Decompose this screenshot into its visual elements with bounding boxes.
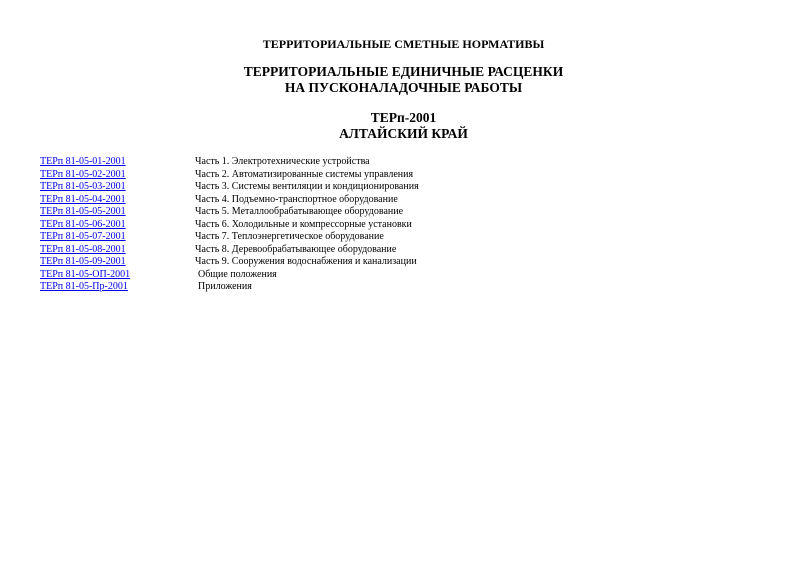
toc-row-part-2 <box>40 169 600 182</box>
document-title <box>0 64 807 96</box>
region-name: АЛТАЙСКИЙ КРАЙ <box>339 126 468 141</box>
toc-row-part-9 <box>40 256 600 269</box>
toc-title-part-4: Часть 4. Подъемно-транспортное оборудование <box>195 193 398 205</box>
document-code-block <box>0 110 807 142</box>
toc-link-general-provisions[interactable]: ТЕРп 81-05-ОП-2001 <box>40 268 131 280</box>
toc-row-appendices <box>40 281 600 294</box>
series-title: ТЕРРИТОРИАЛЬНЫЕ СМЕТНЫЕ НОРМАТИВЫ <box>262 37 545 51</box>
toc-row-general-provisions <box>40 269 600 282</box>
toc-link-part-8[interactable]: ТЕРп 81-05-08-2001 <box>40 243 126 255</box>
toc-row-part-4 <box>40 194 600 207</box>
toc-link-appendices[interactable]: ТЕРп 81-05-Пр-2001 <box>40 281 128 292</box>
toc-row-part-5 <box>40 206 600 219</box>
toc-title-part-3: Часть 3. Системы вентиляции и кондиционирования <box>195 181 419 192</box>
document-title-line-1: ТЕРРИТОРИАЛЬНЫЕ ЕДИНИЧНЫЕ РАСЦЕНКИ <box>243 64 564 79</box>
document-code: ТЕРп-2001 <box>370 110 437 125</box>
toc-row-part-7 <box>40 231 600 244</box>
toc-title-part-2: Часть 2. Автоматизированные системы управления <box>195 168 414 180</box>
toc-row-part-3 <box>40 181 600 194</box>
toc-link-part-9[interactable]: ТЕРп 81-05-09-2001 <box>40 256 126 267</box>
toc-title-part-1: Часть 1. Электротехнические устройства <box>195 156 370 167</box>
toc-link-part-1[interactable]: ТЕРп 81-05-01-2001 <box>40 156 126 167</box>
toc-title-part-7: Часть 7. Теплоэнергетическое оборудование <box>195 231 384 242</box>
toc-link-part-3[interactable]: ТЕРп 81-05-03-2001 <box>40 181 126 192</box>
toc-link-part-7[interactable]: ТЕРп 81-05-07-2001 <box>40 231 126 242</box>
toc-title-part-5: Часть 5. Металлообрабатывающее оборудование <box>195 206 404 217</box>
toc-link-part-4[interactable]: ТЕРп 81-05-04-2001 <box>40 193 126 205</box>
toc-link-part-2[interactable]: ТЕРп 81-05-02-2001 <box>40 168 126 180</box>
toc-title-general-provisions: Общие положения <box>198 268 277 280</box>
document-title-line-2: НА ПУСКОНАЛАДОЧНЫЕ РАБОТЫ <box>284 80 523 95</box>
table-of-contents <box>40 156 600 294</box>
toc-title-part-8: Часть 8. Деревообрабатывающее оборудование <box>195 243 397 255</box>
toc-row-part-8 <box>40 244 600 257</box>
toc-row-part-1 <box>40 156 600 169</box>
toc-title-part-6: Часть 6. Холодильные и компрессорные установки <box>195 218 412 230</box>
toc-row-part-6 <box>40 219 600 232</box>
toc-link-part-6[interactable]: ТЕРп 81-05-06-2001 <box>40 218 126 230</box>
toc-title-appendices: Приложения <box>198 281 252 292</box>
toc-link-part-5[interactable]: ТЕРп 81-05-05-2001 <box>40 206 126 217</box>
toc-title-part-9: Часть 9. Сооружения водоснабжения и канализации <box>195 256 417 267</box>
